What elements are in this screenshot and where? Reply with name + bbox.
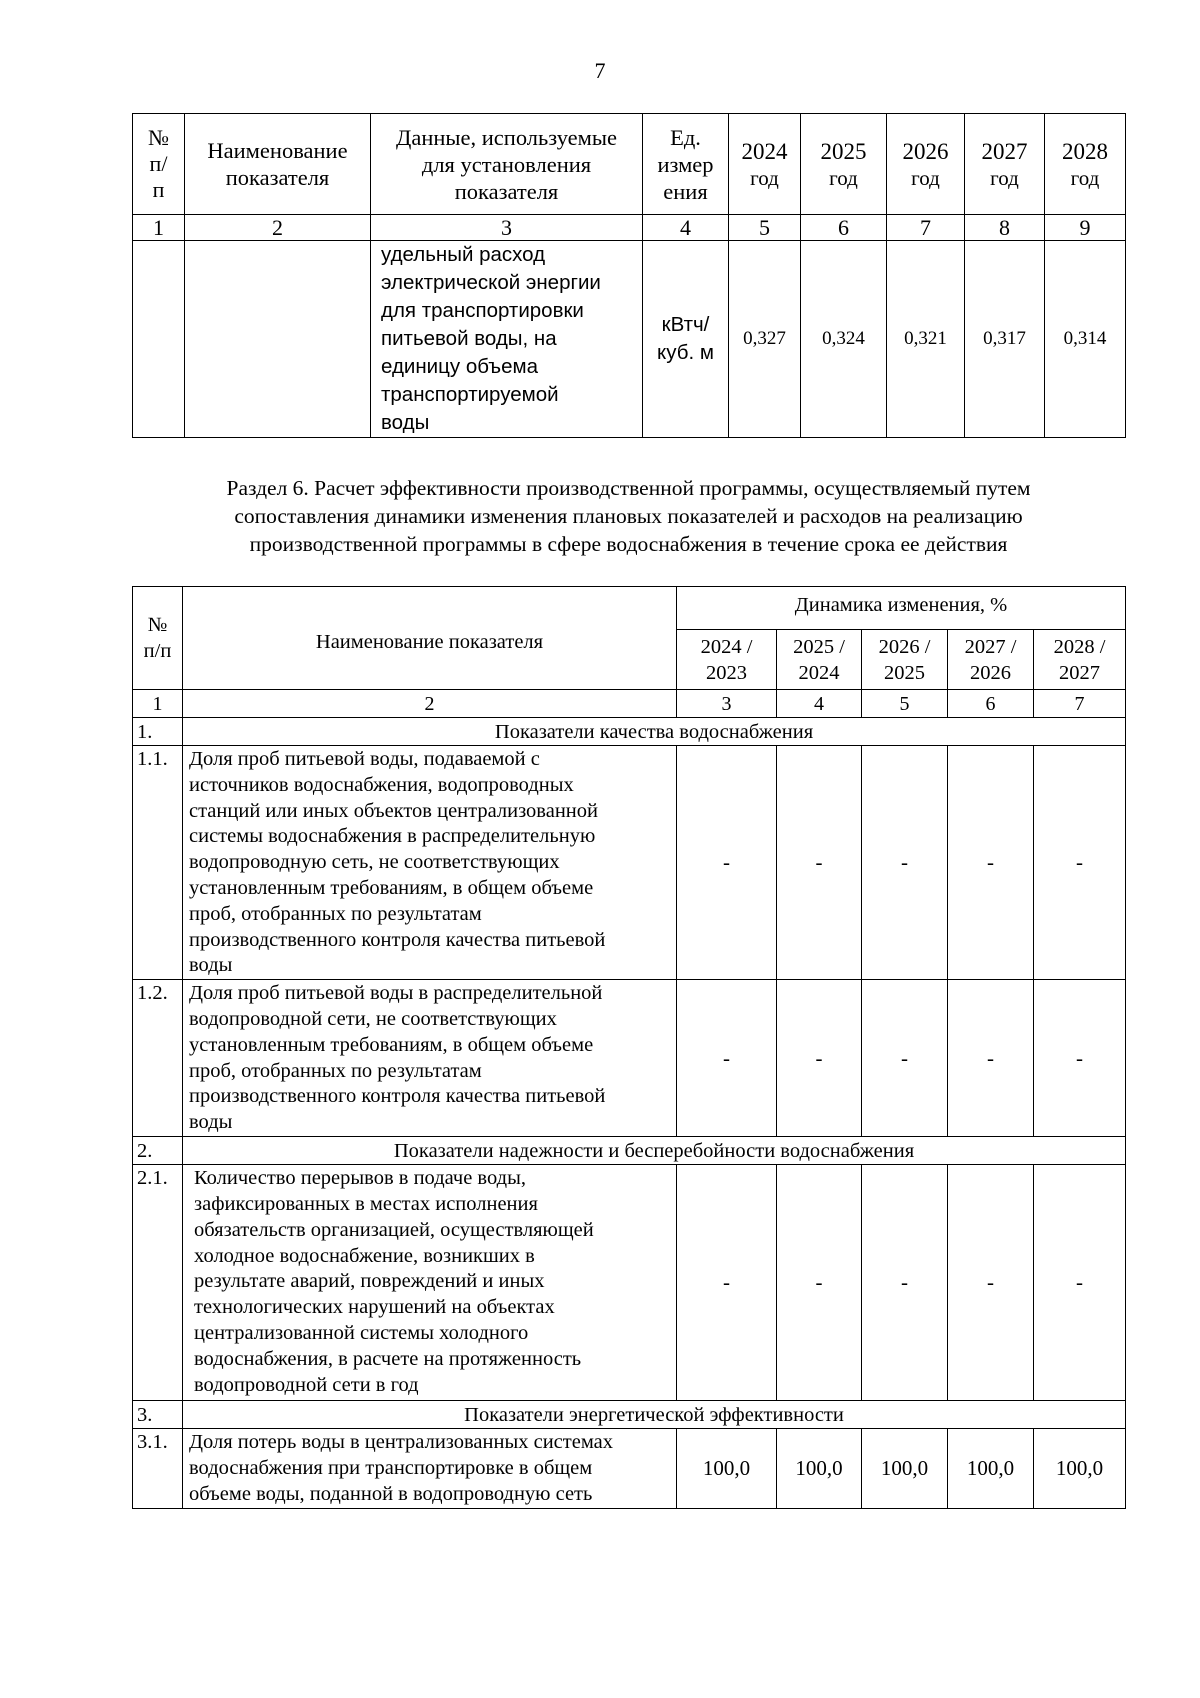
value-cell: -: [777, 746, 862, 980]
column-index: 5: [862, 690, 948, 718]
section-heading: Раздел 6. Расчет эффективности производственной программы, осуществляемый путем сопоставления динамики изменения плановых показателей и расходов на реализацию производственной программы в сфере водоснабжения в течение срока ее действия: [226, 476, 1031, 556]
indicators-table: [132, 113, 1126, 438]
section-number: 3.: [133, 1401, 183, 1429]
col-header-unit: Ед. измер ения: [643, 114, 729, 215]
row-number: [133, 241, 185, 438]
column-index: 8: [965, 215, 1045, 241]
value-cell: -: [862, 1165, 948, 1401]
value-cell: 100,0: [862, 1429, 948, 1509]
column-index: 7: [1034, 690, 1126, 718]
column-index: 9: [1045, 215, 1126, 241]
page-number: 7: [594, 58, 606, 83]
col-header-name: Наименование показателя: [183, 587, 677, 690]
value-cell: -: [948, 980, 1034, 1137]
value-cell: -: [677, 980, 777, 1137]
column-index: 3: [371, 215, 643, 241]
table-row: [133, 241, 1126, 438]
column-index: 1: [133, 690, 183, 718]
row-description: Доля потерь воды в централизованных системах водоснабжения при транспортировке в общем объеме воды, поданной в водопроводную сеть: [183, 1429, 677, 1509]
value-cell: 100,0: [948, 1429, 1034, 1509]
section-number: 1.: [133, 718, 183, 746]
col-header-year-pair: 2028 / 2027: [1034, 630, 1126, 690]
value-cell: -: [1034, 980, 1126, 1137]
section-row: [133, 1401, 1126, 1429]
col-header-year: 2027 год: [965, 114, 1045, 215]
value-cell: -: [777, 980, 862, 1137]
value-cell: -: [1034, 746, 1126, 980]
col-header-year: 2028 год: [1045, 114, 1126, 215]
column-index: 3: [677, 690, 777, 718]
row-number: 1.2.: [133, 980, 183, 1137]
section-number: 2.: [133, 1137, 183, 1165]
row-description: Количество перерывов в подаче воды, зафиксированных в местах исполнения обязательств организацией, осуществляющей холодное водоснабжение, возникших в результате аварий, повреждений и иных технологических нарушений на объектах централизованной системы холодного водоснабжения, в расчете на протяженность водопроводной сети в год: [183, 1165, 677, 1401]
column-index: 5: [729, 215, 801, 241]
section-title: Показатели энергетической эффективности: [183, 1401, 1126, 1429]
value-cell: -: [862, 746, 948, 980]
column-index: 6: [801, 215, 887, 241]
table-row: [133, 1429, 1126, 1509]
col-header-year-pair: 2027 / 2026: [948, 630, 1034, 690]
column-index: 4: [643, 215, 729, 241]
efficiency-table: [132, 586, 1126, 1509]
value-cell: 0,327: [729, 241, 801, 438]
value-cell: -: [777, 1165, 862, 1401]
col-header-year-pair: 2024 / 2023: [677, 630, 777, 690]
table-row: [133, 1165, 1126, 1401]
table-row: [133, 980, 1126, 1137]
row-number: 2.1.: [133, 1165, 183, 1401]
col-header-year: 2025 год: [801, 114, 887, 215]
column-index: 7: [887, 215, 965, 241]
section-title: Показатели качества водоснабжения: [183, 718, 1126, 746]
row-description: Доля проб питьевой воды в распределительной водопроводной сети, не соответствующих установленным требованиям, в общем объеме проб, отобранных по результатам производственного контроля качества питьевой воды: [183, 980, 677, 1137]
row-description: удельный расход электрической энергии для транспортировки питьевой воды, на единицу объема транспортируемой воды: [371, 241, 643, 438]
section-title: Показатели надежности и бесперебойности водоснабжения: [183, 1137, 1126, 1165]
col-header-number: № п/ п: [133, 114, 185, 215]
col-header-dynamics: Динамика изменения, %: [677, 587, 1126, 630]
table1-header-row: [133, 114, 1126, 215]
col-header-year-pair: 2025 / 2024: [777, 630, 862, 690]
col-header-number: № п/п: [133, 587, 183, 690]
row-number: 1.1.: [133, 746, 183, 980]
column-index: 2: [185, 215, 371, 241]
value-cell: 100,0: [677, 1429, 777, 1509]
section-row: [133, 718, 1126, 746]
value-cell: 100,0: [777, 1429, 862, 1509]
col-header-name: Наименование показателя: [185, 114, 371, 215]
value-cell: -: [677, 746, 777, 980]
value-cell: -: [862, 980, 948, 1137]
value-cell: 0,317: [965, 241, 1045, 438]
row-unit: кВтч/ куб. м: [643, 241, 729, 438]
col-header-year-pair: 2026 / 2025: [862, 630, 948, 690]
value-cell: -: [677, 1165, 777, 1401]
table1-index-row: [133, 215, 1126, 241]
value-cell: 100,0: [1034, 1429, 1126, 1509]
value-cell: 0,314: [1045, 241, 1126, 438]
row-number: 3.1.: [133, 1429, 183, 1509]
value-cell: -: [1034, 1165, 1126, 1401]
col-header-year: 2026 год: [887, 114, 965, 215]
value-cell: 0,324: [801, 241, 887, 438]
table-row: [133, 746, 1126, 980]
table2-header-row: [133, 587, 1126, 630]
col-header-data: Данные, используемые для установления показателя: [371, 114, 643, 215]
row-description: Доля проб питьевой воды, подаваемой с источников водоснабжения, водопроводных станций или иных объектов централизованной системы водоснабжения в распределительную водопроводную сеть, не соответствующих установленным требованиям, в общем объеме проб, отобранных по результатам производственного контроля качества питьевой воды: [183, 746, 677, 980]
column-index: 4: [777, 690, 862, 718]
column-index: 6: [948, 690, 1034, 718]
value-cell: 0,321: [887, 241, 965, 438]
column-index: 2: [183, 690, 677, 718]
table2-index-row: [133, 690, 1126, 718]
row-name: [185, 241, 371, 438]
value-cell: -: [948, 1165, 1034, 1401]
col-header-year: 2024 год: [729, 114, 801, 215]
section-row: [133, 1137, 1126, 1165]
column-index: 1: [133, 215, 185, 241]
value-cell: -: [948, 746, 1034, 980]
